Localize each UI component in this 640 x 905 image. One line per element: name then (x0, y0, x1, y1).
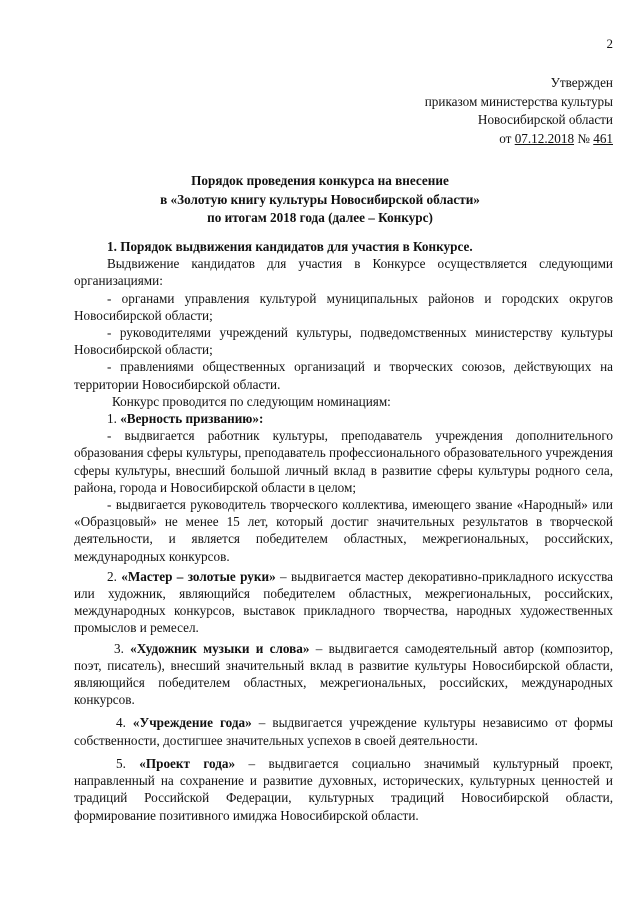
nomination-name: «Проект года» (139, 755, 236, 771)
nomination-1-text-2: - выдвигается руководитель творческого коллектива, имеющего звание «Народный» или «Образцовый» не менее 15 лет, который достиг значительных результатов в творческой деятельности, и является победителем областных, межрегиональных, российских, международных конкурсов. (74, 497, 613, 564)
approval-prefix: от (499, 130, 512, 146)
nomination-number: 2. (107, 568, 117, 584)
document-title (0, 172, 640, 228)
nomination-number: 5. (116, 755, 126, 771)
nomination-text: – выдвигается мастер декоративно-прикладного искусства или художник, являющийся победителем областных, межрегиональных, российских, международных конкурсов, выставок прикладного творчества, народных художественных промыслов и ремесел. (74, 568, 614, 636)
title-line-2: в «Золотую книгу культуры Новосибирской области» (160, 191, 480, 207)
section-intro: Выдвижение кандидатов для участия в Конкурсе осуществляется следующими организациями: (74, 256, 613, 289)
approval-number: 461 (593, 130, 613, 146)
nomination-1-heading (74, 410, 613, 427)
nomination-number: 3. (114, 640, 124, 656)
nomination-3 (74, 640, 613, 709)
nomination-text: – выдвигается учреждение культуры независимо от формы собственности, достигшее значительных успехов в своей деятельности. (74, 715, 614, 748)
nomination-number: 1. (107, 411, 117, 427)
approval-line-2: приказом министерства культуры (424, 93, 613, 109)
organization-item-2: - руководителями учреждений культуры, подведомственных министерству культуры Новосибирской области; (74, 325, 613, 358)
nomination-name: «Мастер – золотые руки» (121, 568, 276, 584)
nomination-2 (74, 568, 613, 637)
section-heading: 1. Порядок выдвижения кандидатов для участия в Конкурсе. (107, 239, 473, 254)
nomination-4 (74, 714, 613, 748)
approval-block (283, 74, 613, 148)
title-line-3: по итогам 2018 года (далее – Конкурс) (207, 210, 433, 225)
nominations-intro: Конкурс проводится по следующим номинациям: (112, 393, 391, 409)
organization-item-1: - органами управления культурой муниципальных районов и городских округов Новосибирской области; (74, 290, 613, 323)
nomination-text: – выдвигается социально значимый культурный проект, направленный на сохранение и развитие духовных, исторических, культурных ценностей и традиций Российской Федерации, культурных традиций Новосибирской области, формирование позитивного имиджа Новосибирской области. (74, 755, 613, 823)
page-number: 2 (606, 36, 613, 51)
approval-line-1: Утвержден (550, 75, 613, 90)
nomination-number: 4. (116, 715, 126, 731)
approval-date: 07.12.2018 (514, 130, 575, 146)
organization-item-3: - правлениями общественных организаций и творческих союзов, действующих на территории Новосибирской области. (74, 359, 613, 392)
document-body (74, 238, 613, 824)
approval-number-sign: № (577, 130, 590, 146)
nomination-name: «Верность призванию»: (120, 411, 264, 427)
nomination-1-text-1: - выдвигается работник культуры, преподаватель учреждения дополнительного образования сферы культуры, преподаватель профессионального образовательного учреждения сферы культуры, внесший большой личный вклад в развитие сферы культуры родного села, района, города и Новосибирской области в целом; (74, 428, 613, 495)
nomination-name: «Художник музыки и слова» (130, 640, 310, 656)
title-line-1: Порядок проведения конкурса на внесение (191, 173, 449, 188)
nomination-name: «Учреждение года» (132, 715, 252, 731)
approval-line-3: Новосибирской области (477, 112, 613, 127)
nomination-text: – выдвигается самодеятельный автор (композитор, поэт, писатель), внесший значительный вклад в развитие культуры Новосибирской области, являющийся победителем областных, межрегиональных, российских, международных конкурсов. (74, 640, 614, 708)
approval-order-line (283, 130, 613, 149)
nomination-5 (74, 755, 613, 824)
